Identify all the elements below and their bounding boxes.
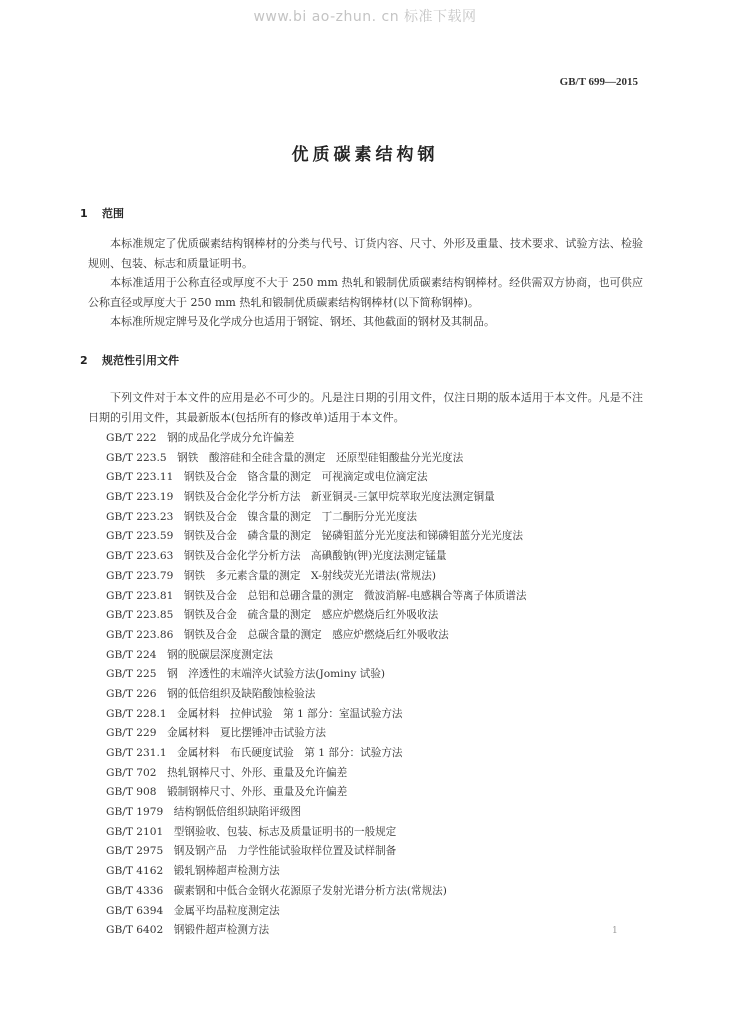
section-title: 规范性引用文件 bbox=[102, 354, 179, 367]
scope-paragraph-2: 本标准适用于公称直径或厚度不大于 250 mm 热轧和锻制优质碳素结构钢棒材。经供需双方协商，也可供应公称直径或厚度大于 250 mm 热轧和锻制优质碳素结构钢棒材(以下简称钢棒)。 bbox=[88, 276, 643, 309]
reference-item: GB/T 6402 钢锻件超声检测方法 bbox=[106, 924, 270, 937]
section-number: 1 bbox=[80, 207, 88, 220]
reference-item: GB/T 4162 锻轧钢棒超声检测方法 bbox=[106, 865, 280, 878]
reference-item: GB/T 223.81 钢铁及合金 总铝和总硼含量的测定 微波消解-电感耦合等离子体质谱法 bbox=[106, 589, 527, 602]
reference-item: GB/T 702 热轧钢棒尺寸、外形、重量及允许偏差 bbox=[106, 766, 348, 779]
reference-item: GB/T 231.1 金属材料 布氏硬度试验 第 1 部分：试验方法 bbox=[106, 747, 403, 759]
reference-item: GB/T 223.23 钢铁及合金 镍含量的测定 丁二酮肟分光光度法 bbox=[106, 510, 417, 523]
scope-paragraph-3: 本标准所规定牌号及化学成分也适用于钢锭、钢坯、其他截面的钢材及其制品。 bbox=[110, 315, 495, 328]
reference-item: GB/T 223.59 钢铁及合金 磷含量的测定 铋磷钼蓝分光光度法和锑磷钼蓝分光光度法 bbox=[106, 530, 523, 543]
reference-item: GB/T 225 钢 淬透性的末端淬火试验方法(Jominy 试验) bbox=[106, 668, 386, 681]
reference-list bbox=[106, 429, 646, 941]
section-1-heading bbox=[80, 205, 124, 221]
standard-code: GB/T 699—2015 bbox=[559, 76, 638, 88]
reference-item: GB/T 222 钢的成品化学成分允许偏差 bbox=[106, 432, 295, 444]
page-number: 1 bbox=[612, 926, 618, 936]
reference-item: GB/T 224 钢的脱碳层深度测定法 bbox=[106, 648, 274, 661]
reference-item: GB/T 2975 钢及钢产品 力学性能试验取样位置及试样制备 bbox=[106, 845, 397, 858]
reference-item: GB/T 223.85 钢铁及合金 硫含量的测定 感应炉燃烧后红外吸收法 bbox=[106, 609, 439, 622]
reference-item: GB/T 226 钢的低倍组织及缺陷酸蚀检验法 bbox=[106, 687, 316, 700]
reference-item: GB/T 223.11 钢铁及合金 铬含量的测定 可视滴定或电位滴定法 bbox=[106, 471, 428, 484]
section-number: 2 bbox=[80, 354, 88, 367]
reference-item: GB/T 223.79 钢铁 多元素含量的测定 X-射线荧光光谱法(常规法) bbox=[106, 569, 436, 582]
reference-item: GB/T 228.1 金属材料 拉伸试验 第 1 部分：室温试验方法 bbox=[106, 707, 403, 720]
watermark: www.bi ao-zhun. cn 标准下载网 bbox=[253, 9, 477, 25]
reference-item: GB/T 223.5 钢铁 酸溶硅和全硅含量的测定 还原型硅钼酸盐分光光度法 bbox=[106, 451, 464, 464]
section-title: 范围 bbox=[102, 207, 124, 220]
reference-item: GB/T 4336 碳素钢和中低合金钢火花源原子发射光谱分析方法(常规法) bbox=[106, 884, 447, 897]
reference-item: GB/T 229 金属材料 夏比摆锤冲击试验方法 bbox=[106, 727, 326, 740]
reference-item: GB/T 223.19 钢铁及合金化学分析方法 新亚铜灵-三氯甲烷萃取光度法测定铜量 bbox=[106, 491, 495, 504]
reference-item: GB/T 223.86 钢铁及合金 总碳含量的测定 感应炉燃烧后红外吸收法 bbox=[106, 628, 449, 641]
reference-item: GB/T 223.63 钢铁及合金化学分析方法 高碘酸钠(钾)光度法测定锰量 bbox=[106, 550, 447, 563]
references-intro: 下列文件对于本文件的应用是必不可少的。凡是注日期的引用文件，仅注日期的版本适用于本文件。凡是不注日期的引用文件，其最新版本(包括所有的修改单)适用于本文件。 bbox=[88, 391, 643, 424]
scope-paragraph-1: 本标准规定了优质碳素结构钢棒材的分类与代号、订货内容、尺寸、外形及重量、技术要求、试验方法、检验规则、包装、标志和质量证明书。 bbox=[88, 237, 643, 270]
reference-item: GB/T 2101 型钢验收、包装、标志及质量证明书的一般规定 bbox=[106, 825, 397, 838]
document-title: 优质碳素结构钢 bbox=[291, 145, 439, 165]
reference-item: GB/T 6394 金属平均晶粒度测定法 bbox=[106, 904, 280, 917]
section-2-heading bbox=[80, 352, 179, 368]
reference-item: GB/T 908 锻制钢棒尺寸、外形、重量及允许偏差 bbox=[106, 786, 348, 799]
reference-item: GB/T 1979 结构钢低倍组织缺陷评级图 bbox=[106, 806, 301, 819]
